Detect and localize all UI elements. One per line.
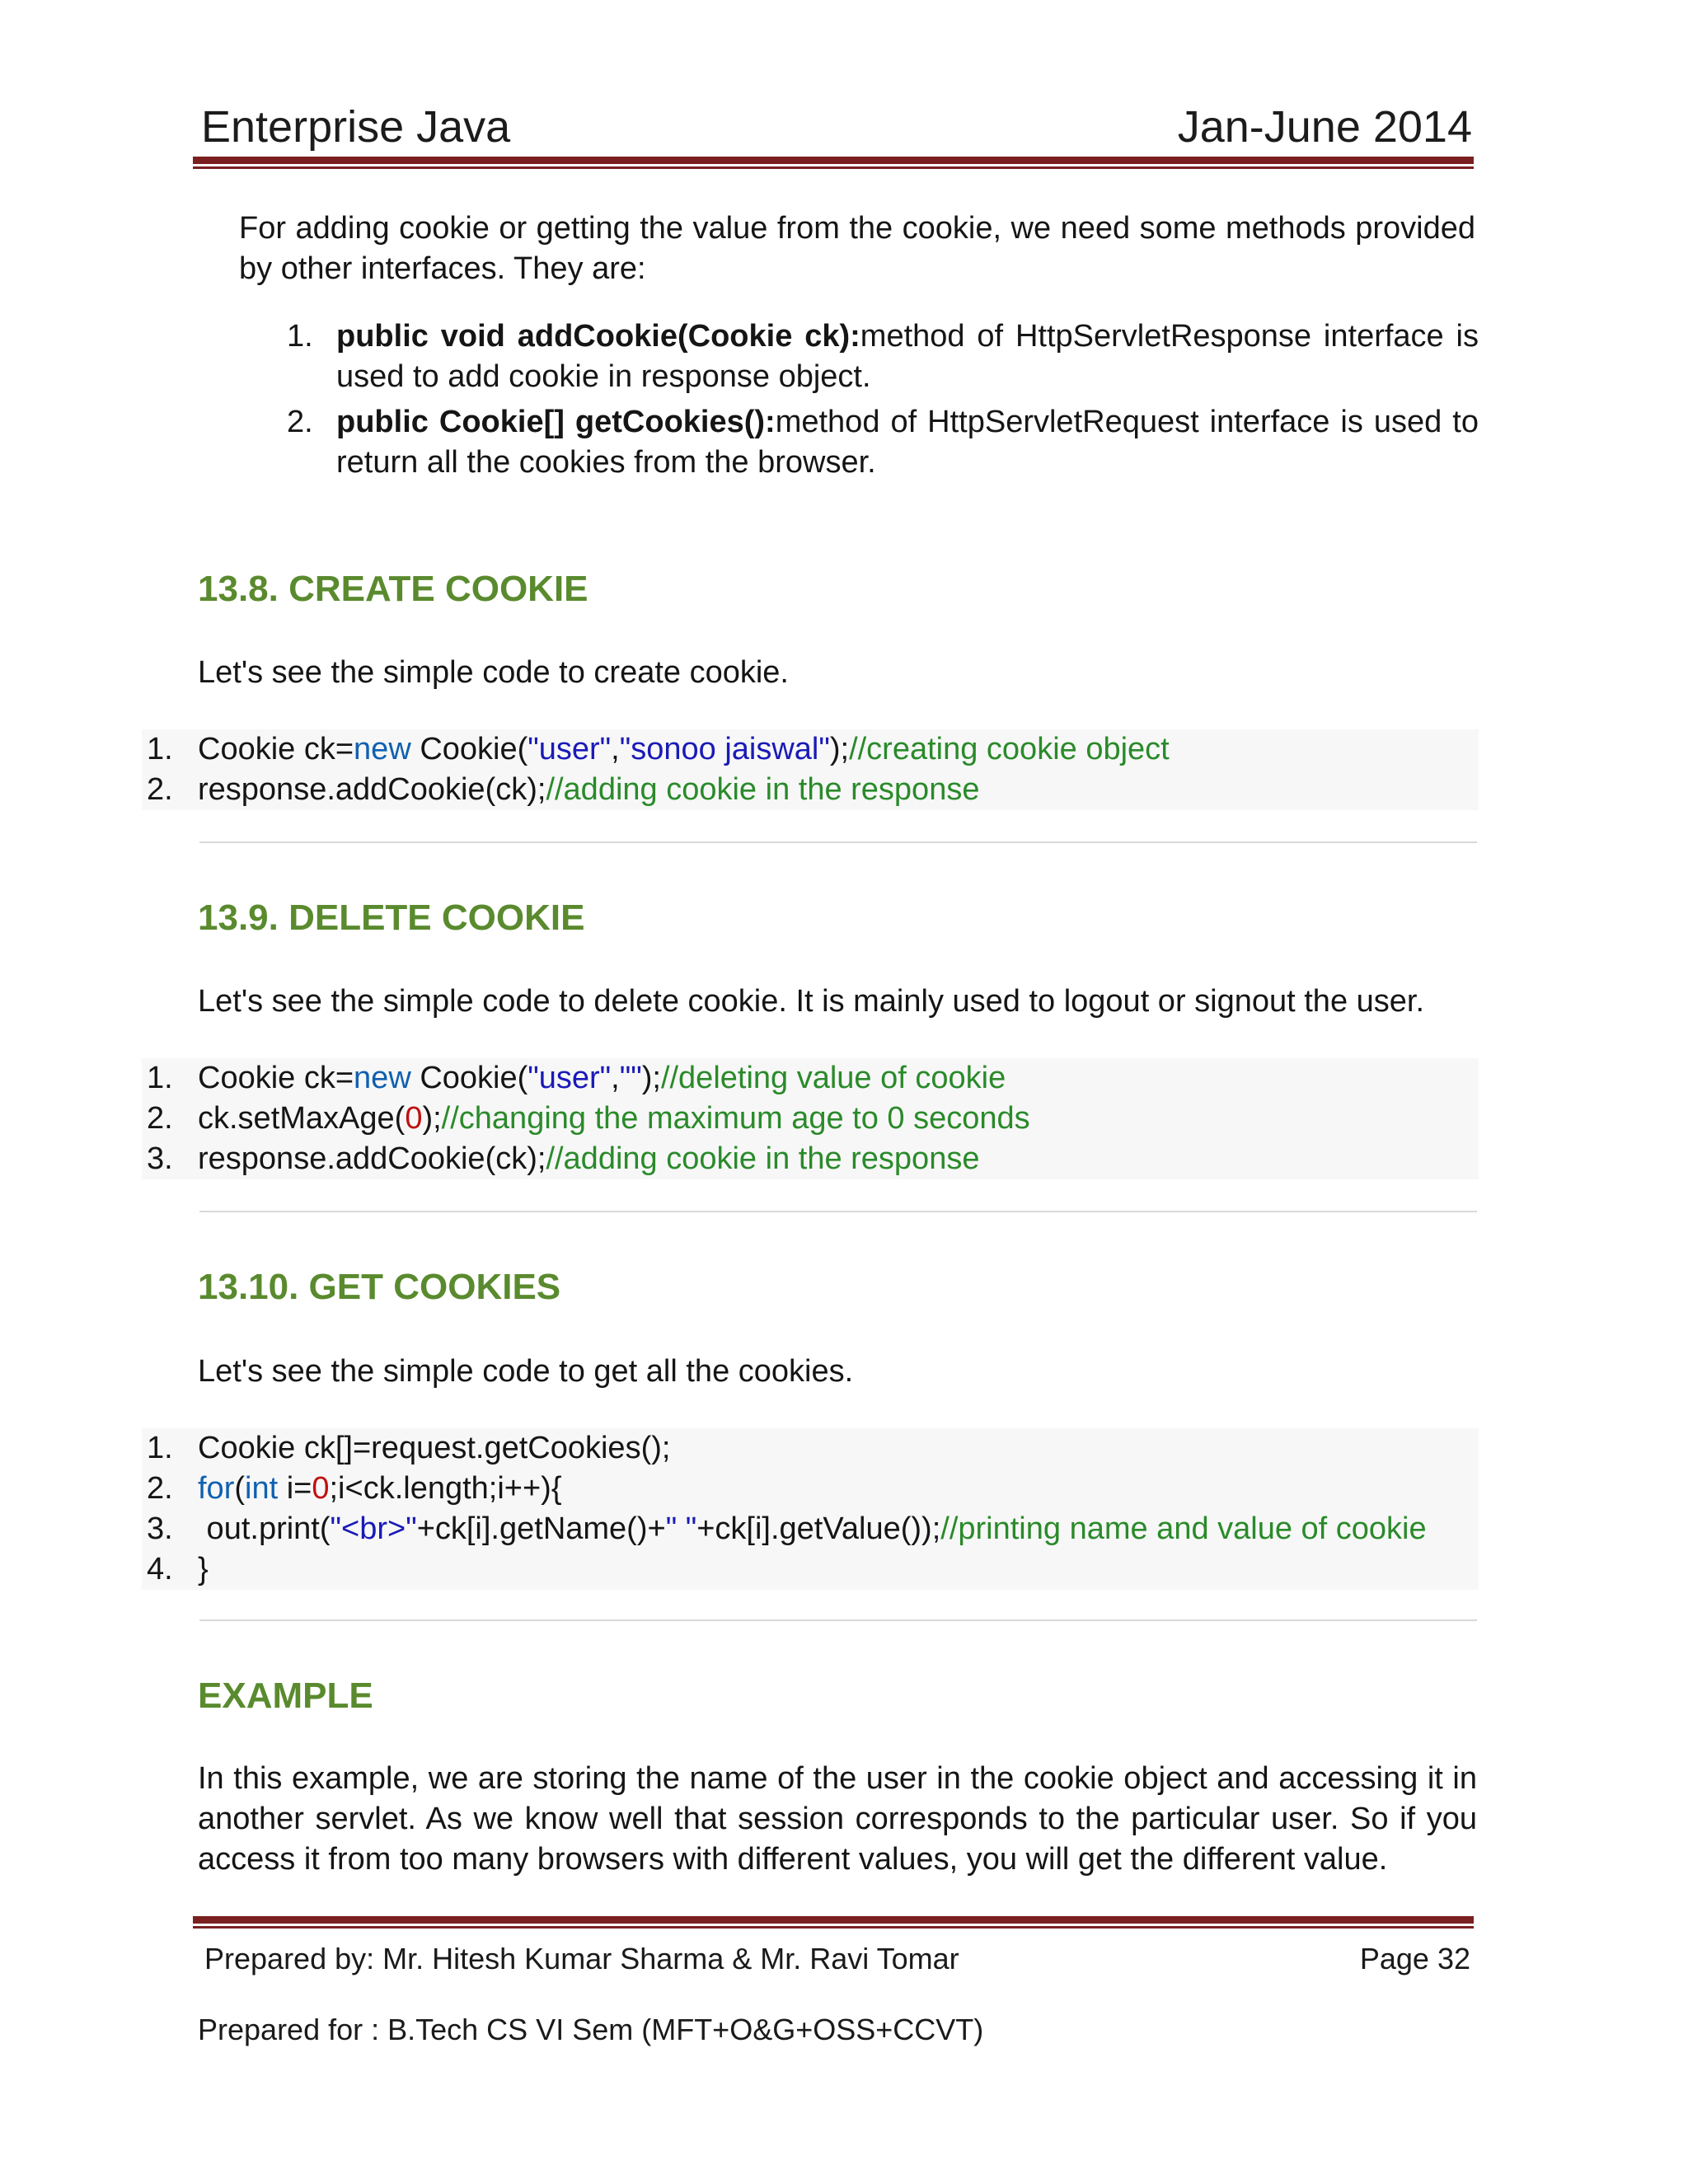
section-separator (199, 1211, 1477, 1212)
list-number: 1. (287, 319, 313, 354)
code-block-get-cookies (142, 1428, 1479, 1590)
list-text (336, 316, 1479, 397)
section-heading-get-cookies: 13.10. GET COOKIES (198, 1267, 561, 1307)
code-line-number: 2. (147, 1101, 173, 1136)
footer-prepared-for: Prepared for : B.Tech CS VI Sem (MFT+O&G+OSS+CCVT) (198, 2013, 984, 2046)
code-text (198, 1139, 979, 1179)
section-description: Let's see the simple code to delete cookie. It is mainly used to logout or signout the user. (198, 984, 1425, 1019)
code-block-delete-cookie (142, 1058, 1479, 1179)
method-list-item (287, 316, 1479, 399)
code-text (198, 1058, 1006, 1099)
list-text (336, 402, 1479, 483)
method-list-item (287, 402, 1479, 485)
code-token: 0 (405, 1101, 423, 1136)
example-paragraph: In this example, we are storing the name of the user in the cookie object and accessing it in another servlet. As we know well that session corresponds to the particular user. So if you access it from too many browsers with different values, you will get the different value. (198, 1761, 1477, 1877)
method-signature: public void addCookie(Cookie ck): (336, 319, 860, 354)
code-token: } (198, 1552, 209, 1586)
footer-rule-thin (193, 1926, 1474, 1929)
section-heading-create-cookie: 13.8. CREATE COOKIE (198, 569, 588, 609)
header-date: Jan-June 2014 (1177, 102, 1472, 152)
code-line (142, 1509, 1479, 1549)
code-line (142, 1469, 1479, 1509)
code-token: 0 (312, 1471, 330, 1506)
code-token: Cookie ck[]=request.getCookies(); (198, 1431, 671, 1465)
code-token: out.print( (198, 1511, 331, 1546)
code-token: for (198, 1471, 235, 1506)
footer-prepared-by: Prepared by: Mr. Hitesh Kumar Sharma & Mr. Ravi Tomar (204, 1942, 959, 1975)
footer-rule-thick (193, 1916, 1474, 1924)
list-number: 2. (287, 405, 313, 439)
code-line (142, 1099, 1479, 1139)
code-token: "sonoo jaiswal" (619, 732, 830, 766)
method-description: method of HttpServletResponse interface is used to add cookie in response object. (336, 319, 1479, 394)
code-text (198, 1509, 1427, 1549)
code-line (142, 770, 1479, 810)
code-token: new (354, 1061, 411, 1095)
code-token: response.addCookie(ck); (198, 772, 546, 807)
code-line-number: 3. (147, 1141, 173, 1176)
code-text (198, 1099, 1030, 1139)
code-token: "<br>" (330, 1511, 417, 1546)
header-title: Enterprise Java (201, 102, 511, 152)
code-token: "user" (528, 1061, 612, 1095)
code-token: //printing name and value of cookie (940, 1511, 1427, 1546)
code-token: ); (641, 1061, 661, 1095)
footer-page-number: Page 32 (1359, 1942, 1470, 1975)
code-token: //deleting value of cookie (660, 1061, 1006, 1095)
code-token: //creating cookie object (849, 732, 1170, 766)
code-token: Cookie ck= (198, 732, 354, 766)
code-token: Cookie( (410, 1061, 528, 1095)
code-token: , (611, 732, 620, 766)
code-line-number: 4. (147, 1552, 173, 1586)
code-token: ;i<ck.length;i++){ (329, 1471, 562, 1506)
section-description: Let's see the simple code to get all the cookies. (198, 1354, 854, 1389)
code-token: ); (829, 732, 850, 766)
code-line-number: 1. (147, 732, 173, 766)
code-token: new (354, 732, 411, 766)
section-heading-delete-cookie: 13.9. DELETE COOKIE (198, 898, 585, 938)
code-token: " " (665, 1511, 697, 1546)
section-description: Let's see the simple code to create cookie. (198, 655, 789, 690)
code-line (142, 1058, 1479, 1099)
section-heading-example: EXAMPLE (198, 1675, 373, 1716)
code-token: int (245, 1471, 279, 1506)
header-rule-thick (193, 157, 1474, 164)
section-separator (199, 1619, 1477, 1621)
code-line-number: 3. (147, 1511, 173, 1546)
code-token: response.addCookie(ck); (198, 1141, 546, 1176)
code-token: Cookie( (410, 732, 528, 766)
code-line-number: 2. (147, 1471, 173, 1506)
method-description: method of HttpServletRequest interface is used to return all the cookies from the browser. (336, 405, 1479, 480)
code-token: //adding cookie in the response (546, 1141, 980, 1176)
code-token: ( (234, 1471, 246, 1506)
code-line (142, 1549, 1479, 1590)
code-line (142, 1139, 1479, 1179)
code-block-create-cookie (142, 729, 1479, 810)
code-token: ck.setMaxAge( (198, 1101, 406, 1136)
code-token: //adding cookie in the response (546, 772, 980, 807)
code-token: +ck[i].getName()+ (416, 1511, 666, 1546)
code-token: "user" (528, 732, 612, 766)
code-token: ); (422, 1101, 442, 1136)
header-rule-thin (193, 166, 1474, 169)
code-token: "" (619, 1061, 642, 1095)
code-text (198, 770, 979, 810)
code-text (198, 1549, 209, 1590)
code-token: //changing the maximum age to 0 seconds (441, 1101, 1030, 1136)
code-line-number: 2. (147, 772, 173, 807)
method-signature: public Cookie[] getCookies(): (336, 405, 776, 439)
code-text (198, 1428, 670, 1469)
code-text (198, 1469, 562, 1509)
intro-paragraph: For adding cookie or getting the value from the cookie, we need some methods provided by other interfaces. They are: (239, 211, 1475, 286)
code-token: i= (278, 1471, 312, 1506)
code-line (142, 729, 1479, 770)
code-line-number: 1. (147, 1431, 173, 1465)
code-line (142, 1428, 1479, 1469)
code-text (198, 729, 1170, 770)
code-token: , (611, 1061, 620, 1095)
section-separator (199, 841, 1477, 843)
code-line-number: 1. (147, 1061, 173, 1095)
code-token: Cookie ck= (198, 1061, 354, 1095)
code-token: +ck[i].getValue()); (696, 1511, 941, 1546)
